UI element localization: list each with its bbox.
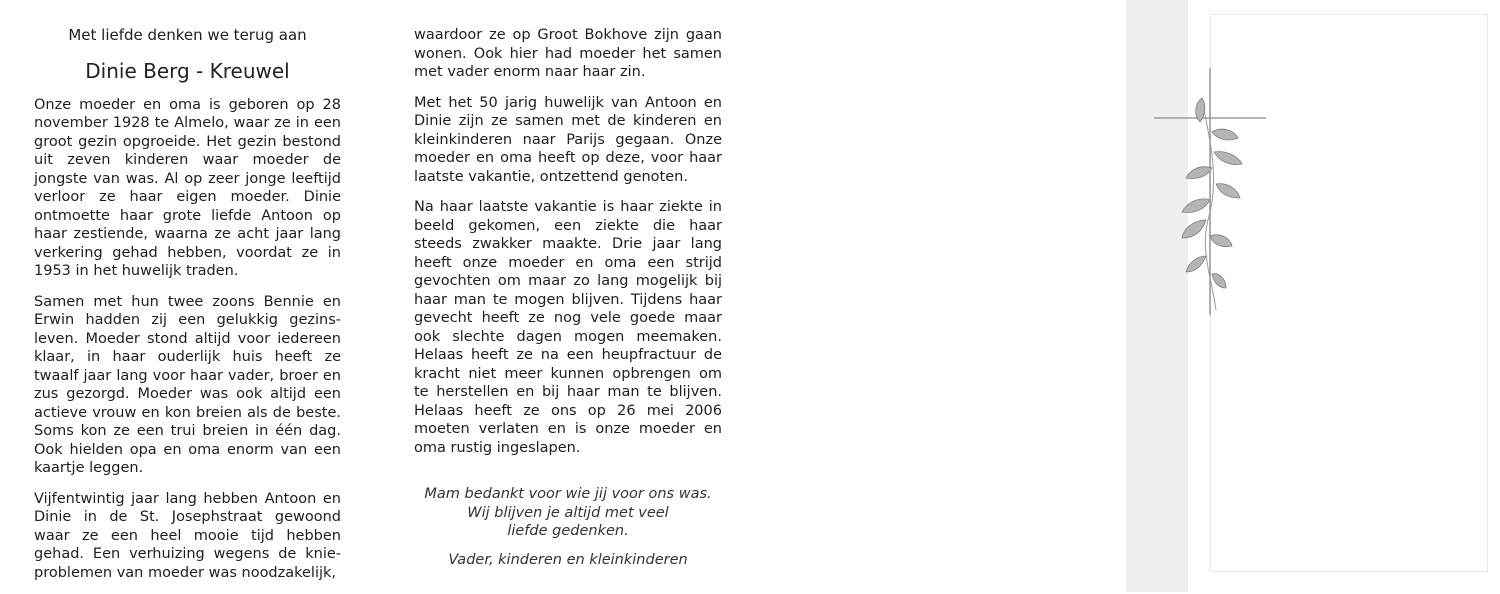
cross-with-leaves-icon xyxy=(1140,60,1280,320)
paragraph-6: Na haar laatste vakantie is haar ziekte in beeld gekomen, een ziekte die haar steeds zwakker maakte. Drie jaar lang heeft onze moeder en oma een strijd gevochten om maar zo lang mogelijk bij haar man te mogen blijven. Tijdens haar gevecht heeft ze nog vele goede maar ook slechte dagen mogen meemaken. Helaas heeft ze na een heupfractuur de kracht niet meer kunnen opbrengen om te herstellen en bij haar man te blijven. Helaas heeft ze ons op 26 mei 2006 moeten verlaten en is onze moeder en oma rustig ingeslapen. xyxy=(414,199,722,456)
leaf xyxy=(1186,256,1206,272)
closing-verse xyxy=(414,485,722,569)
left-text-column xyxy=(34,20,341,594)
middle-text-column xyxy=(414,26,722,569)
paragraph-5: Met het 50 jarig huwelijk van Antoon en Dinie zijn ze samen met de kinderen en kleinkinderen naar Parijs gegaan. Onze moeder en oma heeft op deze, voor haar laatste vakantie, ontzettend genoten. xyxy=(414,94,722,185)
paragraph-4: waardoor ze op Groot Bokhove zijn gaan wonen. Ook hier had moeder het samen met vader enorm naar haar zin. xyxy=(414,27,722,80)
leaf xyxy=(1186,167,1212,179)
signature: Vader, kinderen en kleinkinderen xyxy=(448,551,688,568)
paragraph-3: Vijfentwintig jaar lang hebben Antoon en Dinie in de St. Josephstraat gewoond waar ze een heel mooie tijd hebben gehad. Een verhuizing wegens de knieproblemen van moeder was noodzakelijk, xyxy=(34,490,341,581)
leaf xyxy=(1210,235,1232,247)
leaf xyxy=(1214,152,1242,165)
closing-line-3: liefde gedenken. xyxy=(507,523,629,539)
deceased-name: Dinie Berg - Kreuwel xyxy=(85,58,290,83)
closing-line-1: Mam bedankt voor wie jij voor ons was. xyxy=(424,486,712,502)
paragraph-2: Samen met hun twee zoons Bennie en Erwin hadden zij een gelukkig gezinsleven. Moeder stond altijd voor iedereen klaar, in haar ouderlijk huis heeft ze twaalf jaar lang voor haar vader, broer en zus gezorgd. Moeder was ook altijd een actieve vrouw en kon breien als de beste. Soms kon ze een trui breien in één dag. Ook hielden opa en oma enorm van een kaartje leggen. xyxy=(34,293,341,476)
paragraph-1: Onze moeder en oma is geboren op 28 november 1928 te Almelo, waar ze in een groot gezin opgroeide. Het gezin bestond uit zeven kinderen waar moeder de jongste van was. Al op zeer jonge leeftijd verloor ze haar eigen moeder. Dinie ontmoette haar grote liefde Antoon op haar zestiende, waarna ze acht jaar lang verkering gehad hebben, voordat ze in 1953 in het huwelijk traden. xyxy=(34,96,341,279)
leaf xyxy=(1216,184,1240,198)
closing-line-2: Wij blijven je altijd met veel xyxy=(467,504,669,521)
leaf xyxy=(1212,129,1238,140)
leaf xyxy=(1182,199,1210,213)
intro-line: Met liefde denken we terug aan xyxy=(68,26,307,44)
leaf xyxy=(1182,220,1206,238)
leaf xyxy=(1212,274,1226,288)
